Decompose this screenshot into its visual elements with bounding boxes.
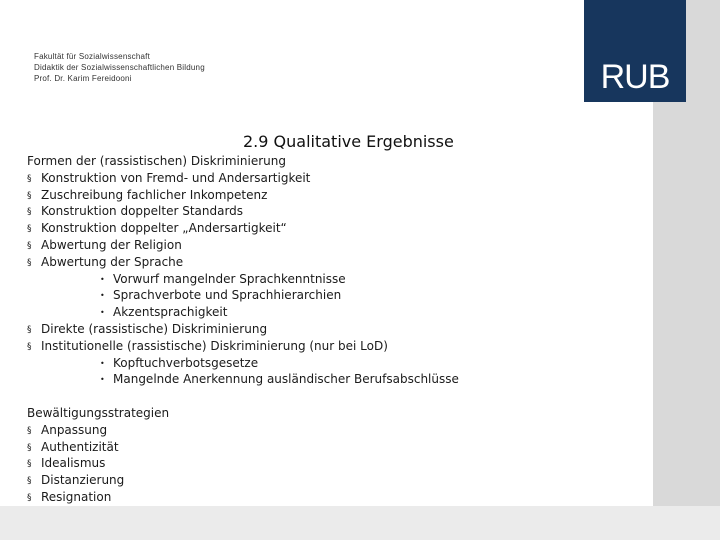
list-item: § Abwertung der Sprache — [27, 254, 627, 271]
section1-heading: Formen der (rassistischen) Diskriminierung — [27, 154, 286, 168]
square-bullet-icon: § — [27, 257, 32, 268]
list-item: § Anpassung — [27, 422, 627, 439]
square-bullet-icon: § — [27, 442, 32, 453]
list-item: § Direkte (rassistische) Diskriminierung — [27, 321, 627, 338]
list-item: § Resignation — [27, 489, 627, 506]
list-item: § Konstruktion doppelter „Andersartigkeit“ — [27, 220, 627, 237]
dot-bullet-icon: • — [100, 375, 105, 385]
dot-bullet-icon: • — [100, 291, 105, 301]
sub-list-item: • Kopftuchverbotsgesetze — [27, 355, 627, 372]
section-spacer — [27, 388, 627, 405]
slide-title: 2.9 Qualitative Ergebnisse — [243, 132, 454, 151]
list-item: § Abwertung der Religion — [27, 237, 627, 254]
square-bullet-icon: § — [27, 341, 32, 352]
faculty-line: Fakultät für Sozialwissenschaft — [34, 52, 151, 61]
professor-line: Prof. Dr. Karim Fereidooni — [34, 74, 132, 83]
dot-bullet-icon: • — [100, 274, 105, 284]
square-bullet-icon: § — [27, 492, 32, 503]
slide-content — [27, 153, 627, 506]
square-bullet-icon: § — [27, 224, 32, 235]
list-item: § Distanzierung — [27, 472, 627, 489]
bottom-margin — [0, 506, 720, 540]
list-item: § Konstruktion doppelter Standards — [27, 203, 627, 220]
sub-list-item: • Vorwurf mangelnder Sprachkenntnisse — [27, 271, 627, 288]
square-bullet-icon: § — [27, 190, 32, 201]
department-line: Didaktik der Sozialwissenschaftlichen Bildung — [34, 63, 205, 72]
list-item: § Institutionelle (rassistische) Diskriminierung (nur bei LoD) — [27, 338, 627, 355]
sub-list-item: • Akzentsprachigkeit — [27, 304, 627, 321]
sub-list-item: • Mangelnde Anerkennung ausländischer Berufsabschlüsse — [27, 371, 627, 388]
square-bullet-icon: § — [27, 207, 32, 218]
sub-list-item: • Sprachverbote und Sprachhierarchien — [27, 287, 627, 304]
list-item: § Idealismus — [27, 455, 627, 472]
square-bullet-icon: § — [27, 240, 32, 251]
section2-heading: Bewältigungsstrategien — [27, 405, 170, 420]
dot-bullet-icon: • — [100, 308, 105, 318]
square-bullet-icon: § — [27, 425, 32, 436]
list-item: § Authentizität — [27, 439, 627, 456]
square-bullet-icon: § — [27, 459, 32, 470]
square-bullet-icon: § — [27, 476, 32, 487]
institution-header — [34, 51, 205, 84]
logo-text: RUB — [600, 58, 670, 96]
list-item: § Zuschreibung fachlicher Inkompetenz — [27, 187, 627, 204]
square-bullet-icon: § — [27, 173, 32, 184]
list-item: § Konstruktion von Fremd- und Andersartigkeit — [27, 170, 627, 187]
rub-logo — [584, 0, 686, 102]
dot-bullet-icon: • — [100, 358, 105, 368]
square-bullet-icon: § — [27, 324, 32, 335]
